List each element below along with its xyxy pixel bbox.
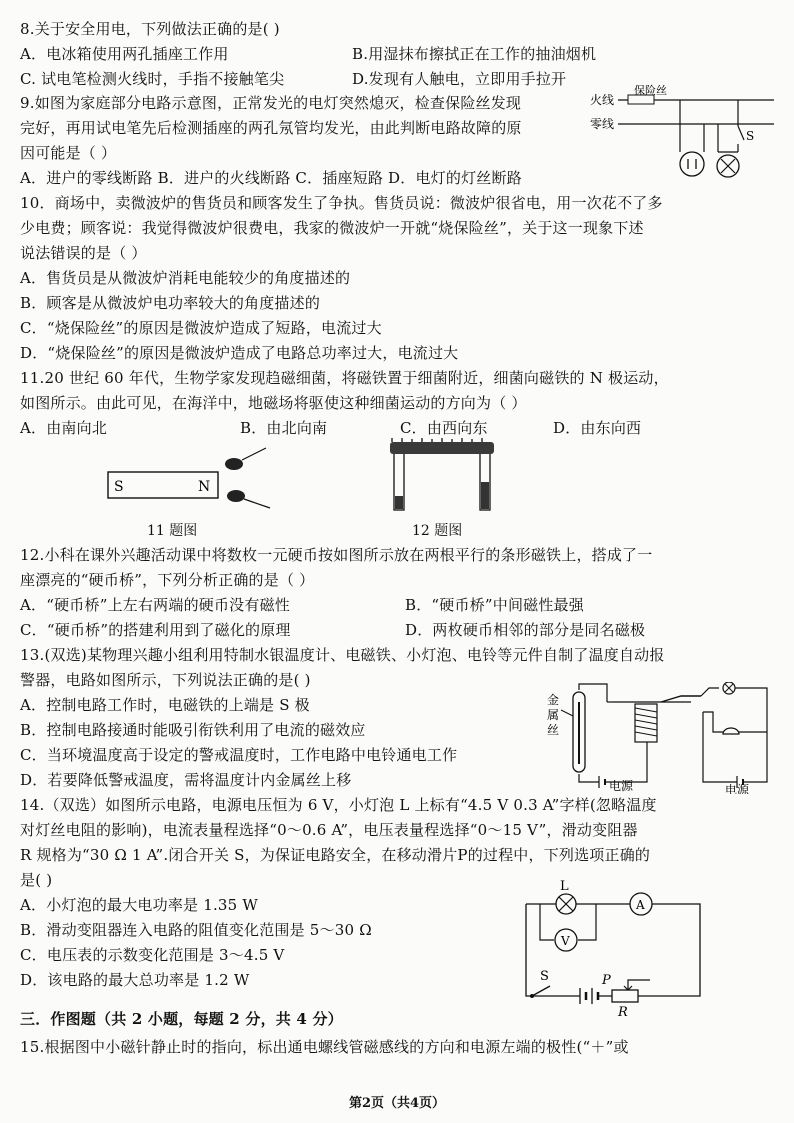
q13-alarm-circuit-figure [543, 682, 775, 794]
bacterium-icon [227, 490, 270, 508]
q10-line-3: 说法错误的是（ ） [20, 244, 147, 262]
q13-option-d: D．若要降低警戒温度，需将温度计内金属丝上移 [20, 771, 352, 789]
q10-option-c: C．“烧保险丝”的原因是微波炉造成了短路，电流过大 [20, 319, 382, 337]
switch-s-label: S [540, 969, 549, 984]
q10-option-a: A．售货员是从微波炉消耗电能较少的角度描述的 [20, 269, 351, 287]
q14-circuit-figure [520, 876, 720, 1016]
q11-option-d: D．由东向西 [553, 419, 642, 437]
voltmeter-label: V [561, 934, 570, 948]
q12-coin-bridge-figure [380, 438, 500, 514]
q11-magnet-figure [100, 440, 280, 510]
q15-line-1: 15.根据图中小磁针静止时的指向，标出通电螺线管磁感线的方向和电源左端的极性(“＋”或 [20, 1038, 629, 1056]
magnet-south-label: S [114, 479, 124, 495]
neutral-wire-label: 零线 [590, 117, 615, 131]
q14-option-d: D．该电路的最大总功率是 1.2 W [20, 971, 250, 989]
q10-line-1: 10．商场中，卖微波炉的售货员和顾客发生了争执。售货员说：微波炉很省电，用一次花不了多 [20, 194, 663, 212]
fig11-caption: 11 题图 [147, 523, 198, 539]
section-3-heading: 三．作图题（共 2 小题，每题 2 分，共 4 分） [20, 1010, 343, 1028]
slider-p-icon [628, 980, 650, 990]
q8-option-d: D.发现有人触电，立即用手拉开 [352, 70, 567, 88]
socket-icon [680, 152, 704, 176]
q9-line-2: 完好，再用试电笔先后检测插座的两孔氖管均发光，由此判断电路故障的原 [20, 119, 522, 137]
coin-bridge-icon [390, 442, 494, 454]
q12-line-2: 座漂亮的“硬币桥”，下列分析正确的是（ ） [20, 571, 315, 589]
q14-option-c: C．电压表的示数变化范围是 3～4.5 V [20, 946, 285, 964]
q9-line-1: 9.如图为家庭部分电路示意图，正常发光的电灯突然熄灭，检查保险丝发现 [20, 94, 522, 112]
q12-option-c: C．“硬币桥”的搭建利用到了磁化的原理 [20, 621, 291, 639]
live-wire-label: 火线 [590, 93, 615, 107]
metal-wire-label-1: 金 [547, 693, 560, 707]
rheostat-icon [612, 990, 638, 1002]
bacterium-icon [225, 448, 266, 470]
q13-option-a: A．控制电路工作时，电磁铁的上端是 S 极 [20, 696, 310, 714]
q9-line-3: 因可能是（ ） [20, 144, 117, 162]
metal-wire-label-3: 丝 [547, 723, 560, 737]
q12-option-d: D．两枚硬币相邻的部分是同名磁极 [405, 621, 646, 639]
q10-line-2: 少电费；顾客说：我觉得微波炉很费电，我家的微波炉一开就“烧保险丝”，关于这一现象下述 [20, 219, 644, 237]
q10-option-d: D．“烧保险丝”的原因是微波炉造成了电路总功率过大，电流过大 [20, 344, 459, 362]
q8-stem: 8.关于安全用电，下列做法正确的是( ) [20, 20, 280, 38]
lamp-l-label: L [560, 879, 569, 894]
q11-option-b: B．由北向南 [240, 419, 328, 437]
q12-option-a: A．“硬币桥”上左右两端的硬币没有磁性 [20, 596, 290, 614]
q11-line-1: 11.20 世纪 60 年代，生物学家发现趋磁细菌，将磁铁置于细菌附近，细菌向磁铁的 N 极运动， [20, 369, 669, 387]
armature-icon [661, 696, 701, 702]
ammeter-label: A [636, 898, 645, 912]
q9-circuit-figure [588, 84, 778, 184]
q13-option-b: B．控制电路接通时能吸引衔铁利用了电流的磁效应 [20, 721, 366, 739]
fuse-label: 保险丝 [634, 84, 667, 97]
switch-icon [532, 986, 550, 996]
q12-line-1: 12.小科在课外兴趣活动课中将数枚一元硬币按如图所示放在两根平行的条形磁铁上，搭成了一 [20, 546, 653, 564]
metal-wire-label-2: 属 [547, 708, 560, 722]
fig12-caption: 12 题图 [412, 523, 463, 539]
q11-option-a: A．由南向北 [20, 419, 108, 437]
q10-option-b: B．顾客是从微波炉电功率较大的角度描述的 [20, 294, 321, 312]
slider-p-label: P [602, 973, 611, 988]
rheostat-r-label: R [618, 1005, 628, 1016]
page-footer: 第2页（共4页） [348, 1096, 446, 1111]
q14-option-b: B．滑动变阻器连入电路的阻值变化范围是 5～30 Ω [20, 921, 372, 939]
magnet-north-label: N [198, 479, 211, 495]
bell-icon [723, 728, 739, 734]
q14-option-a: A．小灯泡的最大电功率是 1.35 W [20, 896, 258, 914]
q11-line-2: 如图所示。由此可见，在海洋中，地磁场将驱使这种细菌运动的方向为（ ） [20, 394, 527, 412]
q13-option-c: C．当环境温度高于设定的警戒温度时，工作电路中电铃通电工作 [20, 746, 458, 764]
q12-option-b: B．“硬币桥”中间磁性最强 [405, 596, 584, 614]
q14-line-4: 是( ) [20, 871, 53, 889]
q11-option-c: C．由西向东 [400, 419, 488, 437]
work-power-label: 电源 [725, 783, 750, 794]
q8-option-b: B.用湿抹布擦拭正在工作的抽油烟机 [352, 45, 597, 63]
control-power-label: 电源 [609, 779, 634, 793]
q9-options: A．进户的零线断路 B．进户的火线断路 C．插座短路 D．电灯的灯丝断路 [20, 169, 522, 187]
q13-line-2: 警器，电路如图所示，下列说法正确的是( ) [20, 671, 311, 689]
q14-line-1: 14.（双选）如图所示电路，电源电压恒为 6 V，小灯泡 L 上标有“4.5 V 0.3 A”字样(忽略温度 [20, 796, 657, 814]
q13-line-1: 13.(双选)某物理兴趣小组利用特制水银温度计、电磁铁、小灯泡、电铃等元件自制了温度自动报 [20, 646, 665, 664]
q8-option-a: A．电冰箱使用两孔插座工作用 [20, 45, 229, 63]
q14-line-2: 对灯丝电阻的影响)，电流表量程选择“0～0.6 A”，电压表量程选择“0～15 V”，滑动变阻器 [20, 821, 638, 839]
switch-icon [738, 126, 744, 140]
q8-option-c: C. 试电笔检测火线时，手指不接触笔尖 [20, 70, 285, 88]
switch-label: S [746, 129, 755, 143]
q14-line-3: R 规格为“30 Ω 1 A”.闭合开关 S，为保证电路安全，在移动滑片P的过程中，下列选项正确的 [20, 846, 651, 864]
